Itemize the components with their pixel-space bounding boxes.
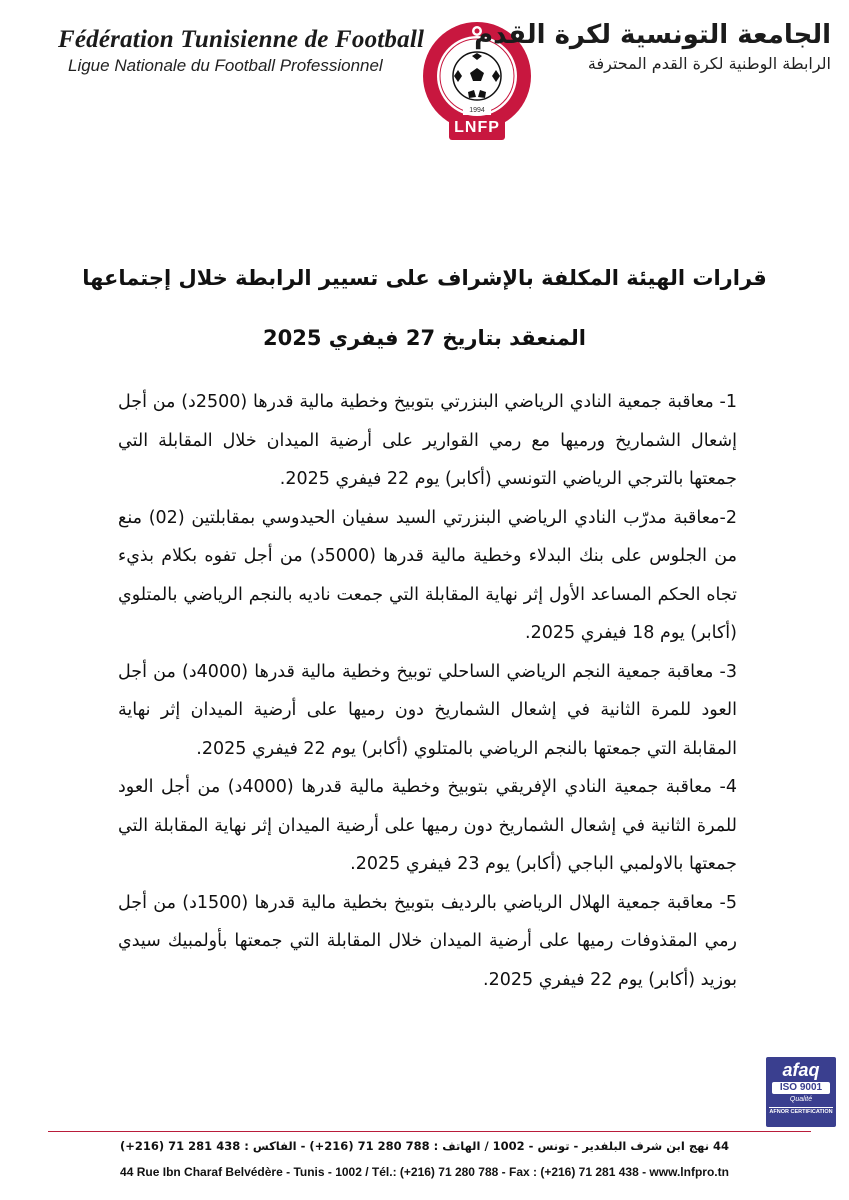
document-title: قرارات الهيئة المكلفة بالإشراف على تسيير الرابطة خلال إجتماعها <box>82 266 767 290</box>
decisions-list <box>118 383 737 999</box>
afaq-org: AFNOR CERTIFICATION <box>769 1109 833 1115</box>
afaq-certification-badge <box>766 1057 836 1127</box>
footer-divider <box>48 1131 811 1132</box>
federation-name-ar: الجامعة التونسية لكرة القدم <box>474 20 831 50</box>
afaq-name: afaq <box>782 1060 820 1080</box>
decision-item: 1- معاقبة جمعية النادي الرياضي البنزرتي بتوبيخ وخطية مالية قدرها (2500د) من أجل إشعال الشماريخ ورميها مع رمي القوارير على أرضية الميدان خلال المقابلة التي جمعتها بالترجي الرياضي التونسي (أكابر) يوم 22 فيفري 2025. <box>118 392 738 489</box>
decision-item: 4- معاقبة جمعية النادي الإفريقي بتوبيخ وخطية مالية قدرها (4000د) من أجل العود للمرة الثانية في إشعال الشماريخ دون رميها على أرضية الميدان إثر نهاية المقابلة التي جمعتها بالاولمبي الباجي (أكابر) يوم 23 فيفري 2025. <box>118 777 737 874</box>
ligue-name-fr: Ligue Nationale du Football Professionnel <box>68 56 383 75</box>
afaq-quality-label: Qualité <box>789 1096 813 1103</box>
footer-address-ar: 44 نهج ابن شرف البلفدير - تونس - 1002 / الهاتف : 788 280 71 (216+) - الفاكس : 438 281 71 (216+) <box>119 1139 730 1153</box>
decision-item: 2-معاقبة مدرّب النادي الرياضي البنزرتي السيد سفيان الحيدوسي بمقابلتين (02) منع من الجلوس على بنك البدلاء وخطية مالية قدرها (5000د) من أجل تفوه بكلام بذيء تجاه الحكم المساعد الأول إثر نهاية المقابلة التي جمعت ناديه بالنجم الرياضي بالمتلوي (أكابر) يوم 18 فيفري 2025. <box>118 507 737 643</box>
afaq-iso: ISO 9001 <box>772 1082 830 1094</box>
logo-abbr: LNFP <box>454 119 500 136</box>
document-date: المنعقد بتاريخ 27 فيفري 2025 <box>263 326 586 350</box>
federation-name-fr: Fédération Tunisienne de Football <box>58 26 425 53</box>
decision-item: 5- معاقبة جمعية الهلال الرياضي بالرديف بتوبيخ بخطية مالية قدرها (1500د) من أجل رمي المقذوفات رميها على أرضية الميدان خلال المقابلة التي جمعتها بأولمبيك سيدي بوزيد (أكابر) يوم 22 فيفري 2025. <box>118 892 737 990</box>
footer-address-fr: 44 Rue Ibn Charaf Belvédère - Tunis - 1002 / Tél.: (+216) 71 280 788 - Fax : (+216) 71 281 438 - www.lnfpro.tn <box>120 1165 729 1179</box>
logo-year: 1994 <box>469 107 485 114</box>
decision-item: 3- معاقبة جمعية النجم الرياضي الساحلي توبيخ وخطية مالية قدرها (4000د) من أجل العود للمرة الثانية في إشعال الشماريخ دون رميها على أرضية الميدان إثر نهاية المقابلة التي جمعتها بالنجم الرياضي بالمتلوي (أكابر) يوم 22 فيفري 2025. <box>118 661 737 759</box>
header-left <box>58 26 425 76</box>
header-right <box>474 20 831 73</box>
ligue-name-ar: الرابطة الوطنية لكرة القدم المحترفة <box>587 54 831 73</box>
